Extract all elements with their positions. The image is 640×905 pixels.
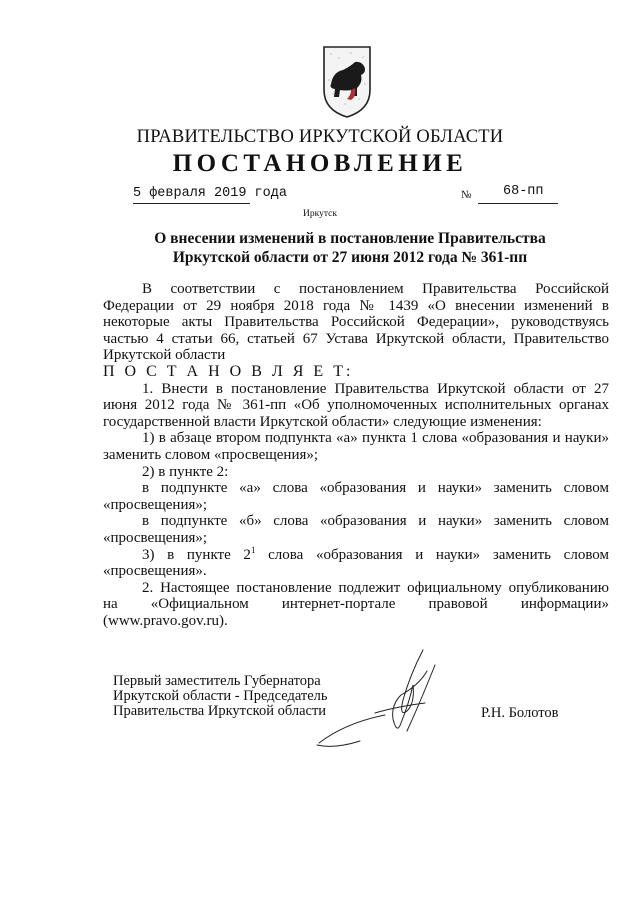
paragraph-1: 1. Внести в постановление Правительства Иркутской области от 27 июня 2012 года № 361-пп «Об уполномоченных исполнительных органах государственной власти Иркутской области» следующие изменения: [103, 380, 609, 430]
document-type: ПОСТАНОВЛЕНИЕ [172, 150, 468, 177]
document-body [103, 281, 609, 629]
signatory-line-2: Иркутской области - Председатель [113, 688, 328, 704]
signatory-title [113, 674, 328, 719]
document-date: 5 февраля 2019 года [133, 186, 287, 201]
signatory-line-1: Первый заместитель Губернатора [113, 673, 321, 689]
subparagraph-1-2: 2) в пункте 2: [142, 463, 229, 480]
government-name: ПРАВИТЕЛЬСТВО ИРКУТСКОЙ ОБЛАСТИ [136, 127, 504, 147]
subparagraph-1-3-start: 3) в пункте 2 [142, 546, 251, 563]
paragraph-2: 2. Настоящее постановление подлежит официальному опубликованию на «Официальном интернет-портале правовой информации» (www.pravo.gov.ru). [103, 579, 609, 629]
document-number: 68-пп [503, 184, 544, 199]
handwritten-signature [315, 645, 465, 755]
subparagraph-1-2a: в подпункте «а» слова «образования и науки» заменить словом «просвещения»; [103, 480, 609, 513]
preamble: В соответствии с постановлением Правительства Российской Федерации от 29 ноября 2018 года № 1439 «О внесении изменений в некоторые акты Правительства Российской Федерации», руководствуясь частью 4 статьи 66, статьей 67 Устава Иркутской области, Правительство Иркутской области [103, 281, 609, 364]
resolves-heading: П О С Т А Н О В Л Я Е Т: [103, 362, 354, 380]
subparagraph-1-3-end: слова «образования и науки» заменить словом «просвещения». [103, 546, 610, 580]
subparagraph-1-2b: в подпункте «б» слова «образования и науки» заменить словом «просвещения»; [103, 513, 609, 546]
signer-name: Р.Н. Болотов [481, 705, 559, 721]
document-title: О внесении изменений в постановление Правительства Иркутской области от 27 июня 2012 года № 361-пп [154, 230, 546, 266]
signatory-line-3: Правительства Иркутской области [113, 703, 327, 719]
subparagraph-1-3 [103, 544, 610, 580]
superscript: 1 [250, 544, 256, 555]
coat-of-arms-emblem [321, 44, 373, 120]
number-underline [478, 203, 558, 204]
city: Иркутск [303, 209, 337, 219]
number-sign: № [461, 189, 472, 201]
subparagraph-1-1: 1) в абзаце втором подпункта «а» пункта 1 слова «образования и науки» заменить словом «просвещения»; [103, 430, 609, 463]
date-underline [133, 203, 250, 204]
